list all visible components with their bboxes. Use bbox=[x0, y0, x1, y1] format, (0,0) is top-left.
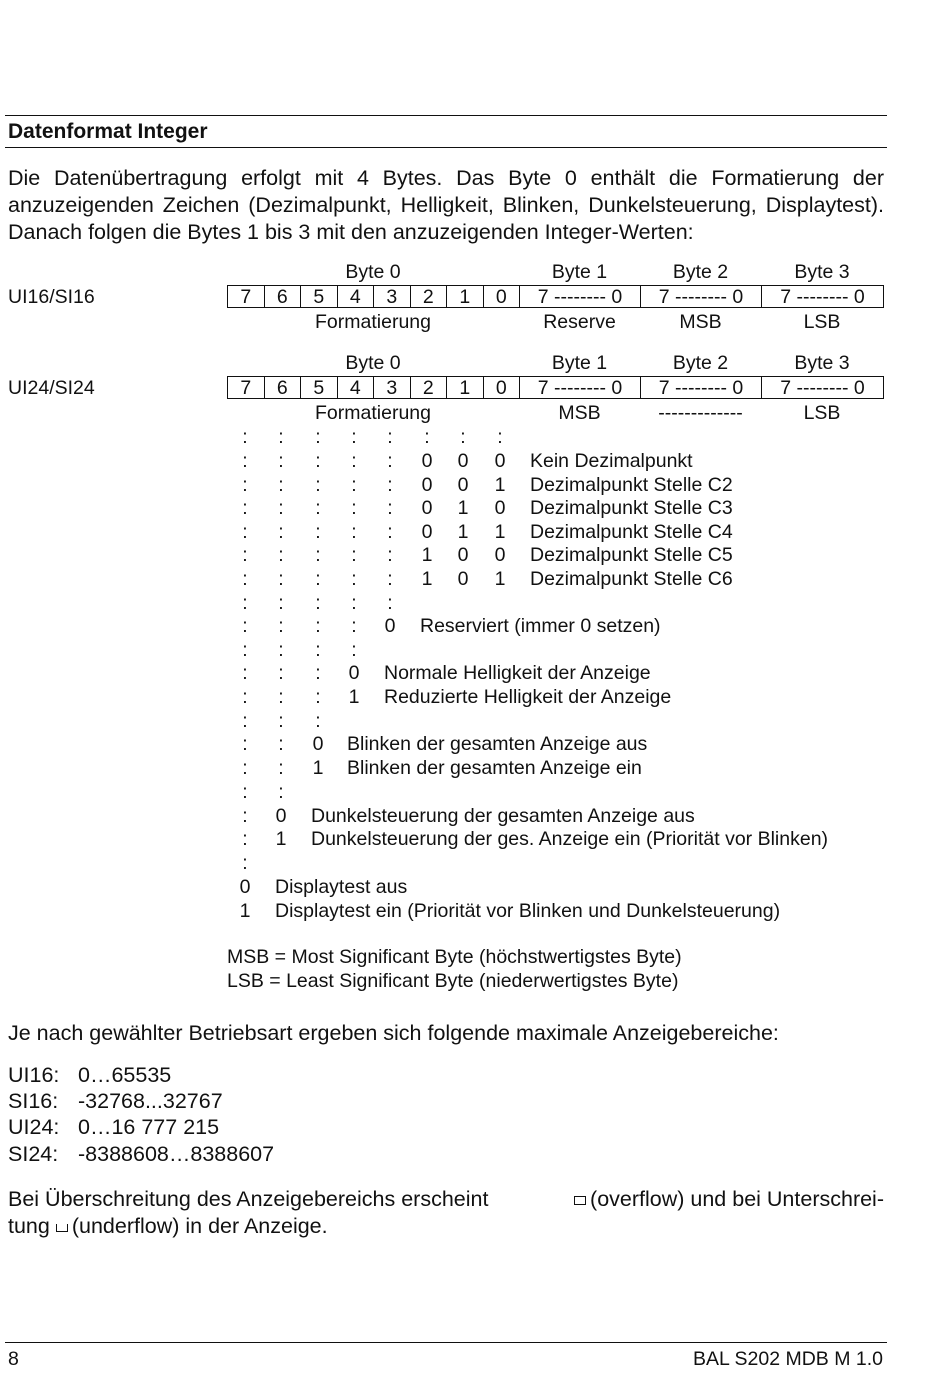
dot-marker: : bbox=[242, 828, 248, 850]
dot-marker: : bbox=[387, 568, 393, 590]
dot-marker: : bbox=[315, 615, 321, 637]
dot-marker: : bbox=[387, 592, 393, 614]
dot-marker: : bbox=[242, 521, 248, 543]
bit-value: 1 bbox=[421, 568, 433, 590]
dot-marker: : bbox=[278, 733, 284, 755]
dot-marker: : bbox=[387, 497, 393, 519]
byte3-header: Byte 3 bbox=[794, 352, 850, 374]
dot-marker: : bbox=[424, 426, 430, 448]
dimming-description: Dunkelsteuerung der ges. Anzeige ein (Priorität vor Blinken) bbox=[311, 828, 829, 850]
bit-value: 0 bbox=[421, 521, 433, 543]
decimal-point-description: Dezimalpunkt Stelle C3 bbox=[530, 497, 733, 519]
byte-cell: 7 -------- 0 bbox=[520, 286, 641, 308]
dot-marker: : bbox=[242, 662, 248, 684]
dot-marker: : bbox=[351, 544, 357, 566]
range-mode: UI16: bbox=[8, 1063, 60, 1087]
dot-marker: : bbox=[460, 426, 466, 448]
dot-marker: : bbox=[351, 450, 357, 472]
dot-marker: : bbox=[278, 757, 284, 779]
dot-marker: : bbox=[278, 521, 284, 543]
overflow-text-1: Bei Überschreitung des Anzeigebereichs erscheint bbox=[8, 1187, 489, 1211]
byte2-header: Byte 2 bbox=[672, 352, 729, 374]
dot-marker: : bbox=[278, 544, 284, 566]
dot-marker: : bbox=[242, 544, 248, 566]
dot-marker: : bbox=[351, 497, 357, 519]
byte1-header: Byte 1 bbox=[551, 261, 608, 283]
range-mode: SI24: bbox=[8, 1142, 59, 1166]
bit-cell: 1 bbox=[447, 377, 484, 399]
dot-marker: : bbox=[242, 568, 248, 590]
ranges-intro: Je nach gewählter Betriebsart ergeben sich folgende maximale Anzeigebereiche: bbox=[8, 1021, 779, 1045]
bit-cell: 6 bbox=[264, 286, 301, 308]
dot-marker: : bbox=[242, 852, 248, 874]
bit-value: 1 bbox=[494, 568, 506, 590]
dot-marker: : bbox=[278, 710, 284, 732]
byte-cell: 7 -------- 0 bbox=[762, 286, 884, 308]
dot-marker: : bbox=[387, 474, 393, 496]
byte2-header: Byte 2 bbox=[672, 261, 729, 283]
dot-marker: : bbox=[387, 450, 393, 472]
dot-marker: : bbox=[278, 662, 284, 684]
decimal-point-description: Kein Dezimalpunkt bbox=[530, 450, 693, 472]
overflow-note bbox=[8, 1186, 884, 1240]
dot-marker: : bbox=[278, 474, 284, 496]
bit-value: 0 bbox=[384, 615, 396, 637]
byte-cell: 7 -------- 0 bbox=[641, 286, 762, 308]
byte3-footer: LSB bbox=[803, 311, 841, 333]
bit-value: 0 bbox=[494, 497, 506, 519]
dot-marker: : bbox=[315, 662, 321, 684]
layout-label: UI16/SI16 bbox=[8, 286, 95, 308]
bit3-description: Reserviert (immer 0 setzen) bbox=[420, 615, 661, 637]
bit-value: 1 bbox=[457, 521, 469, 543]
register-table bbox=[227, 285, 884, 308]
bit-cell: 1 bbox=[447, 286, 484, 308]
bit-value: 1 bbox=[494, 474, 506, 496]
byte1-footer: MSB bbox=[558, 402, 601, 424]
dot-marker: : bbox=[242, 686, 248, 708]
dot-marker: : bbox=[278, 497, 284, 519]
bit-cell: 0 bbox=[483, 377, 520, 399]
dot-marker: : bbox=[315, 497, 321, 519]
bit-value: 1 bbox=[239, 900, 251, 922]
dot-marker: : bbox=[315, 426, 321, 448]
bit-value: 0 bbox=[457, 474, 469, 496]
dot-marker: : bbox=[387, 544, 393, 566]
dot-marker: : bbox=[387, 426, 393, 448]
overflow-text-2: (overflow) und bei Unterschrei- bbox=[590, 1187, 884, 1211]
dot-marker: : bbox=[315, 450, 321, 472]
dot-marker: : bbox=[315, 544, 321, 566]
document-id: BAL S202 MDB M 1.0 bbox=[692, 1348, 883, 1370]
byte2-footer: MSB bbox=[679, 311, 722, 333]
byte-cell: 7 -------- 0 bbox=[520, 377, 641, 399]
dot-marker: : bbox=[278, 781, 284, 803]
byte0-footer: Formatierung bbox=[315, 311, 431, 333]
bit-cell: 4 bbox=[337, 377, 374, 399]
overflow-symbol-icon bbox=[574, 1196, 586, 1205]
overflow-text-4: (underflow) in der Anzeige. bbox=[71, 1214, 328, 1238]
blink-description: Blinken der gesamten Anzeige aus bbox=[347, 733, 648, 755]
footer-rule bbox=[5, 1342, 887, 1343]
dot-marker: : bbox=[351, 592, 357, 614]
dot-marker: : bbox=[351, 568, 357, 590]
page-number: 8 bbox=[8, 1348, 19, 1370]
layout-label: UI24/SI24 bbox=[8, 377, 95, 399]
dot-marker: : bbox=[242, 426, 248, 448]
bit-value: 1 bbox=[348, 686, 360, 708]
bit-cell: 3 bbox=[374, 377, 411, 399]
dot-marker: : bbox=[387, 521, 393, 543]
bit-value: 1 bbox=[421, 544, 433, 566]
bit-cell: 7 bbox=[228, 377, 265, 399]
decimal-point-description: Dezimalpunkt Stelle C4 bbox=[530, 521, 733, 543]
dot-marker: : bbox=[351, 521, 357, 543]
byte3-header: Byte 3 bbox=[794, 261, 850, 283]
bit-value: 0 bbox=[421, 497, 433, 519]
dot-marker: : bbox=[315, 686, 321, 708]
dot-marker: : bbox=[242, 781, 248, 803]
dot-marker: : bbox=[315, 592, 321, 614]
bit-value: 0 bbox=[275, 805, 287, 827]
byte-cell: 7 -------- 0 bbox=[762, 377, 884, 399]
range-mode: SI16: bbox=[8, 1089, 59, 1113]
range-mode: UI24: bbox=[8, 1115, 60, 1139]
dot-marker: : bbox=[315, 639, 321, 661]
bit-cell: 3 bbox=[374, 286, 411, 308]
intro-paragraph: Die Datenübertragung erfolgt mit 4 Bytes. Das Byte 0 enthält die Formatierung der anzuzeigenden Zeichen (Dezimalpunkt, Helligkeit, Blinken, Dunkelsteuerung, Displaytest). Danach folgen die Bytes 1 bis 3 mit den anzuzeigenden Integer-Werten: bbox=[8, 166, 884, 244]
dot-marker: : bbox=[242, 474, 248, 496]
byte0-footer: Formatierung bbox=[315, 402, 431, 424]
dot-marker: : bbox=[242, 615, 248, 637]
dot-marker: : bbox=[351, 615, 357, 637]
dot-marker: : bbox=[242, 450, 248, 472]
legend-lsb: LSB = Least Significant Byte (niederwertigstes Byte) bbox=[227, 970, 679, 992]
dot-marker: : bbox=[315, 521, 321, 543]
displaytest-description: Displaytest ein (Priorität vor Blinken und Dunkelsteuerung) bbox=[275, 900, 781, 922]
bit-value: 0 bbox=[494, 544, 506, 566]
bit-cell: 0 bbox=[483, 286, 520, 308]
byte2-footer: ------------- bbox=[658, 402, 743, 424]
bit-cell: 2 bbox=[410, 377, 447, 399]
byte-cell: 7 -------- 0 bbox=[641, 377, 762, 399]
dot-marker: : bbox=[242, 805, 248, 827]
dot-marker: : bbox=[351, 639, 357, 661]
dot-marker: : bbox=[278, 592, 284, 614]
bit-cell: 6 bbox=[264, 377, 301, 399]
dot-marker: : bbox=[278, 639, 284, 661]
bit-value: 1 bbox=[312, 757, 324, 779]
bit-value: 0 bbox=[421, 474, 433, 496]
decimal-point-description: Dezimalpunkt Stelle C2 bbox=[530, 474, 733, 496]
brightness-description: Normale Helligkeit der Anzeige bbox=[384, 662, 651, 684]
dot-marker: : bbox=[242, 639, 248, 661]
title-underline bbox=[5, 147, 887, 148]
overflow-text-3: tung bbox=[8, 1214, 50, 1238]
brightness-description: Reduzierte Helligkeit der Anzeige bbox=[384, 686, 672, 708]
blink-description: Blinken der gesamten Anzeige ein bbox=[347, 757, 642, 779]
dot-marker: : bbox=[497, 426, 503, 448]
bit-cell: 5 bbox=[301, 286, 338, 308]
bit-value: 0 bbox=[239, 876, 251, 898]
dot-marker: : bbox=[242, 592, 248, 614]
byte1-footer: Reserve bbox=[543, 311, 616, 333]
range-value: 0…65535 bbox=[78, 1063, 172, 1087]
decimal-point-description: Dezimalpunkt Stelle C6 bbox=[530, 568, 733, 590]
dot-marker: : bbox=[278, 615, 284, 637]
bit-cell: 4 bbox=[337, 286, 374, 308]
section-title: Datenformat Integer bbox=[8, 120, 208, 143]
bit-value: 1 bbox=[457, 497, 469, 519]
bit-cell: 2 bbox=[410, 286, 447, 308]
displaytest-description: Displaytest aus bbox=[275, 876, 408, 898]
dot-marker: : bbox=[315, 474, 321, 496]
dot-marker: : bbox=[278, 426, 284, 448]
range-value: -32768...32767 bbox=[78, 1089, 223, 1113]
dot-marker: : bbox=[278, 568, 284, 590]
dot-marker: : bbox=[351, 474, 357, 496]
bit-value: 0 bbox=[457, 568, 469, 590]
range-value: -8388608…8388607 bbox=[78, 1142, 275, 1166]
dot-marker: : bbox=[315, 710, 321, 732]
dot-marker: : bbox=[242, 733, 248, 755]
register-table bbox=[227, 376, 884, 399]
byte0-header: Byte 0 bbox=[345, 352, 401, 374]
dimming-description: Dunkelsteuerung der gesamten Anzeige aus bbox=[311, 805, 695, 827]
dot-marker: : bbox=[351, 426, 357, 448]
range-value: 0…16 777 215 bbox=[78, 1115, 220, 1139]
byte1-header: Byte 1 bbox=[551, 352, 608, 374]
bit-value: 1 bbox=[275, 828, 287, 850]
bit-value: 1 bbox=[494, 521, 506, 543]
legend-msb: MSB = Most Significant Byte (höchstwertigstes Byte) bbox=[227, 946, 682, 968]
byte3-footer: LSB bbox=[803, 402, 841, 424]
underflow-symbol-icon bbox=[56, 1224, 68, 1232]
dot-marker: : bbox=[242, 757, 248, 779]
decimal-point-description: Dezimalpunkt Stelle C5 bbox=[530, 544, 733, 566]
bit-value: 0 bbox=[421, 450, 433, 472]
dot-marker: : bbox=[242, 497, 248, 519]
dot-marker: : bbox=[315, 568, 321, 590]
bit-value: 0 bbox=[312, 733, 324, 755]
dot-marker: : bbox=[278, 450, 284, 472]
bit-cell: 7 bbox=[228, 286, 265, 308]
bit-value: 0 bbox=[457, 450, 469, 472]
bit-value: 0 bbox=[494, 450, 506, 472]
dot-marker: : bbox=[242, 710, 248, 732]
bit-value: 0 bbox=[348, 662, 360, 684]
top-rule bbox=[5, 115, 887, 116]
byte0-header: Byte 0 bbox=[345, 261, 401, 283]
dot-marker: : bbox=[278, 686, 284, 708]
bit-value: 0 bbox=[457, 544, 469, 566]
bit-cell: 5 bbox=[301, 377, 338, 399]
